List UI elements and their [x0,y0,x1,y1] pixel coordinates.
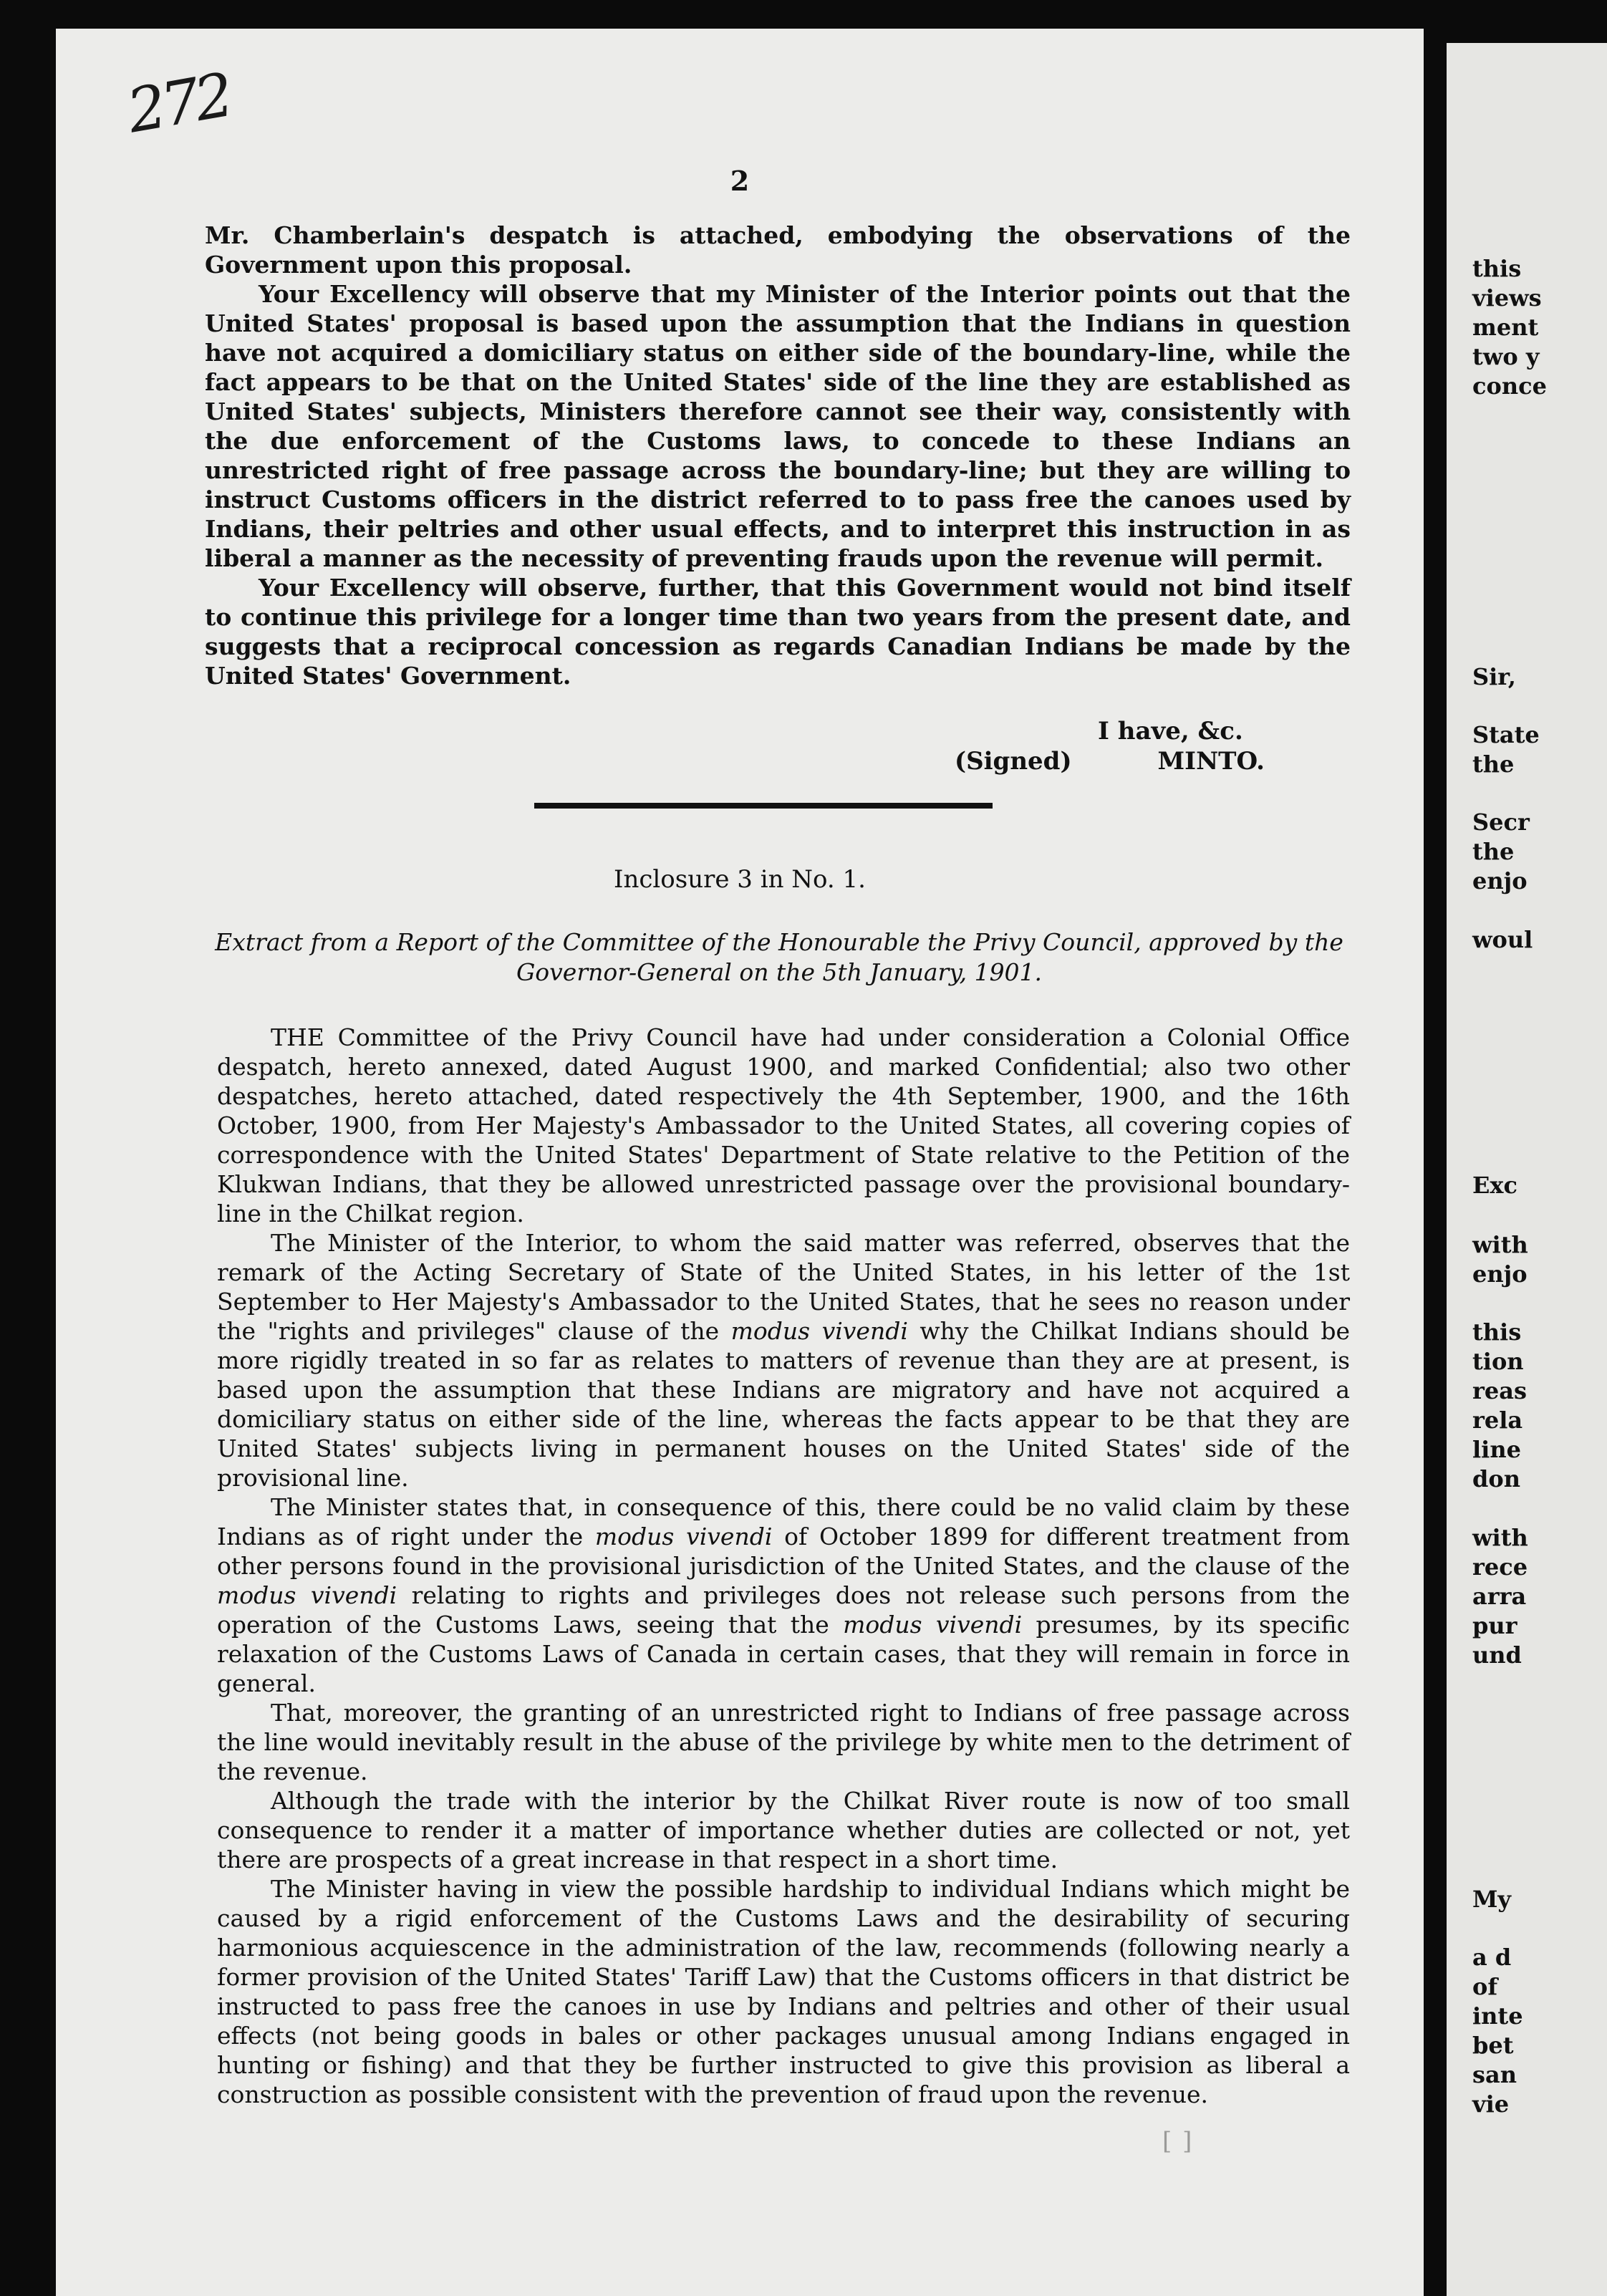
adjacent-fragment: vie [1472,2090,1510,2118]
faint-stamp-mark: [ ] [1162,2127,1194,2156]
adjacent-fragment: und [1472,1641,1522,1669]
adjacent-fragment: Exc [1472,1172,1517,1199]
adjacent-fragment: Sir, [1472,663,1516,690]
page-number: 2 [730,165,750,197]
signature-line [955,746,1265,776]
report-paragraph-1: THE Committee of the Privy Council have had under consideration a Colonial Office despatch, hereto annexed, dated August 1900, and marked Confidential; also two other despatches, hereto attached, dated respectively the 4th September, 1900, and the 16th October, 1900, from Her Majesty's Ambassador to the United States, all covering copies of correspondence with the United States' Department of State relative to the Petition of the Klukwan Indians, that they be allowed unrestricted passage over the provisional boundary-line in the Chilkat region. [217,1023,1350,1227]
adjacent-fragment: arra [1472,1583,1527,1610]
report-paragraph-2: The Minister of the Interior, to whom the said matter was referred, observes that the remark of the Acting Secretary of State of the United States, in his letter of the 1st September to Her Majesty's Ambassador to the United States, that he sees no reason under the "rights and privileges" clause of the modus vivendi why the Chilkat Indians should be more rigidly treated in so far as relates to matters of revenue than they are at present, is based upon the assumption that these Indians are migratory and have not acquired a domiciliary status on either side of the line, whereas the facts appear to be that they are United States' subjects living in permanent houses on the United States' side of the provisional line. [217,1229,1350,1492]
adjacent-fragment: of [1472,1973,1498,2000]
letter-paragraph-1: Mr. Chamberlain's despatch is attached, embodying the observations of the Government upon this proposal. [205,221,1351,279]
adjacent-fragment: rela [1472,1407,1523,1434]
report-paragraph-5: Although the trade with the interior by the Chilkat River route is now of too small consequence to render it a matter of importance whether duties are collected or not, yet there are prospects of a great increase in that respect in a short time. [217,1787,1350,1873]
adjacent-fragment: this [1472,1318,1522,1346]
letter-body [205,221,1351,690]
report-paragraph-3: The Minister states that, in consequence of this, there could be no valid claim by these Indians as of right under the modus vivendi of October 1899 for different treatment from other persons found in the provisional jurisdiction of the United States, and the clause of the modus vivendi relating to rights and privileges does not release such persons from the operation of the Customs Laws, seeing that the modus vivendi presumes, by its specific relaxation of the Customs Laws of Canada in certain cases, that they will remain in force in general. [217,1493,1351,1697]
letter-signoff [955,716,1265,776]
adjacent-fragment: two y [1472,343,1540,370]
adjacent-fragment: don [1472,1465,1520,1492]
signed-label: (Signed) [955,747,1072,776]
adjacent-fragment: rece [1472,1553,1528,1581]
adjacent-fragment: My [1472,1886,1512,1913]
adjacent-fragment: san [1472,2061,1517,2088]
document-page [56,29,1424,2296]
adjacent-fragment: views [1472,284,1542,312]
adjacent-fragment: with [1472,1524,1528,1551]
adjacent-fragment: conce [1472,372,1547,400]
adjacent-fragment: ment [1472,314,1539,341]
report-paragraph-6: The Minister having in view the possible hardship to individual Indians which might be caused by a rigid enforcement of the Customs Laws and the desirability of securing harmonious acquiescence in the administration of the law, recommends (following nearly a former provision of the United States' Tariff Law) that the Customs officers in that district be instructed to pass free the canoes in use by Indians and peltries and other of their usual effects (not being goods in bales or other packages unusual among Indians engaged in hunting or fishing) and that they be further instructed to give this provision as liberal a construction as possible consistent with the prevention of fraud upon the revenue. [217,1875,1350,2108]
closing-line: I have, &c. [1098,717,1243,746]
adjacent-fragment: the [1472,751,1515,778]
adjacent-fragment: this [1472,255,1522,282]
adjacent-fragment: reas [1472,1377,1527,1404]
adjacent-fragment: Secr [1472,809,1530,836]
adjacent-fragment: inte [1472,2002,1523,2030]
adjacent-fragment: the [1472,838,1515,865]
adjacent-fragment: woul [1472,926,1533,953]
letter-paragraph-3: Your Excellency will observe, further, that this Government would not bind itself to continue this privilege for a longer time than two years from the present date, and suggests that a reciprocal concession as regards Canadian Indians be made by the United States' Government. [205,574,1351,690]
inclosure-heading: Inclosure 3 in No. 1. [614,865,866,894]
adjacent-page [1447,43,1607,2296]
adjacent-fragment: line [1472,1436,1521,1463]
adjacent-fragment: a d [1472,1944,1512,1971]
adjacent-fragment: enjo [1472,867,1528,894]
signatory-name: MINTO. [1157,747,1265,776]
report-body [217,1023,1350,2109]
adjacent-fragment: with [1472,1231,1528,1258]
adjacent-fragment: enjo [1472,1260,1528,1288]
adjacent-fragment: pur [1472,1612,1517,1639]
adjacent-fragment: State [1472,721,1540,748]
report-paragraph-4: That, moreover, the granting of an unrestricted right to Indians of free passage across the line would inevitably result in the abuse of the privilege by white men to the detriment of the revenue. [217,1699,1350,1785]
section-divider [534,803,993,809]
adjacent-fragment: tion [1472,1348,1524,1375]
handwritten-folio-number: 272 [122,59,235,147]
extract-heading: Extract from a Report of the Committee of the Honourable the Privy Council, approved by the Governor-General on the 5th January, 1901. [215,928,1343,986]
adjacent-fragment: bet [1472,2032,1514,2059]
letter-paragraph-2: Your Excellency will observe that my Minister of the Interior points out that the United States' proposal is based upon the assumption that the Indians in question have not acquired a domiciliary status on either side of the boundary-line, while the fact appears to be that on the United States' side of the line they are established as United States' subjects, Ministers therefore cannot see their way, consistently with the due enforcement of the Customs laws, to concede to these Indians an unrestricted right of free passage across the boundary-line; but they are willing to instruct Customs officers in the district referred to to pass free the canoes used by Indians, their peltries and other usual effects, and to interpret this instruction in as liberal a manner as the necessity of preventing frauds upon the revenue will permit. [205,280,1351,572]
